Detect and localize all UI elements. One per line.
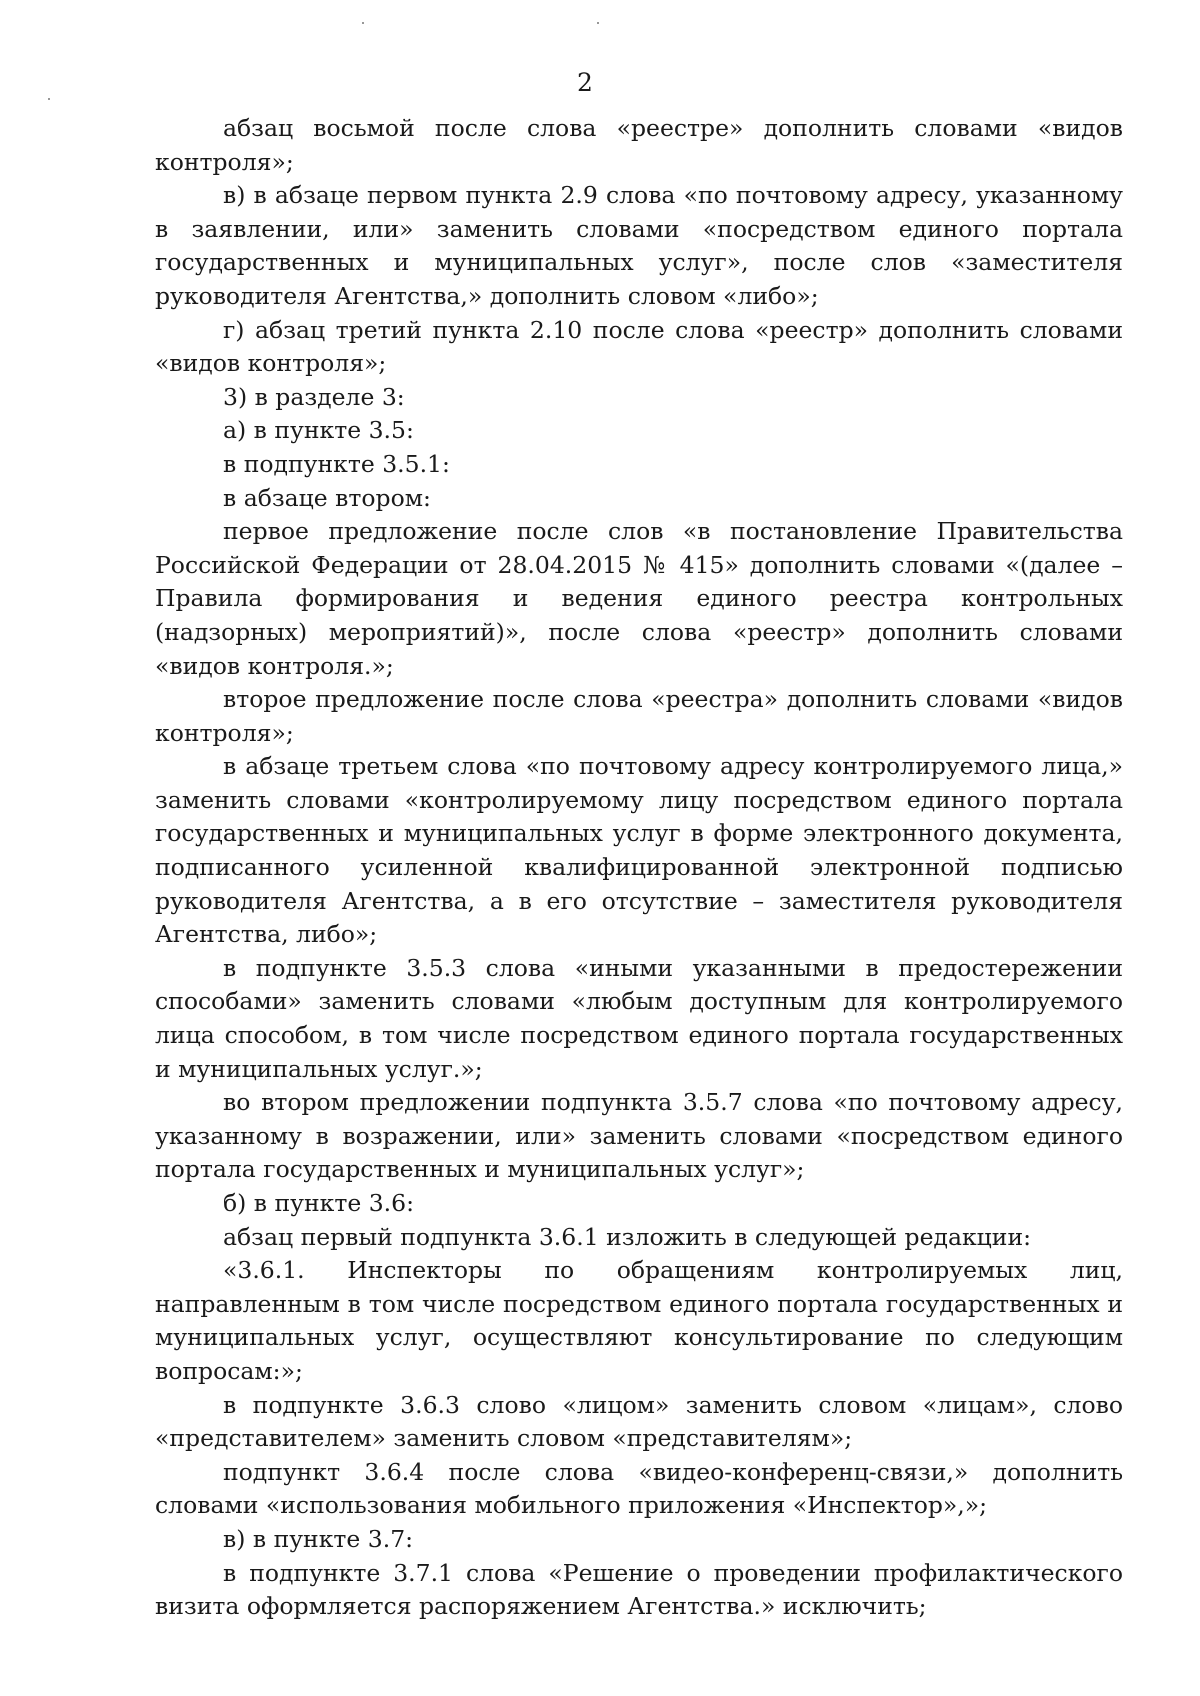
scan-speck	[597, 22, 599, 24]
paragraph: в) в абзаце первом пункта 2.9 слова «по почтовому адресу, указанному в заявлении, или» заменить словами «посредством единого портала государственных и муниципальных услуг», после слов «заместителя руководителя Агентства,» дополнить словом «либо»;	[155, 181, 1123, 310]
paragraph: первое предложение после слов «в постановление Правительства Российской Федерации от 28.04.2015 № 415» дополнить словами «(далее – Правила формирования и ведения единого реестра контрольных (надзорных) мероприятий)», после слова «реестр» дополнить словами «видов контроля.»;	[155, 517, 1123, 680]
paragraph: в абзаце втором:	[223, 483, 431, 512]
paragraph: в подпункте 3.5.1:	[223, 449, 450, 478]
document-body	[155, 112, 1123, 1624]
paragraph: г) абзац третий пункта 2.10 после слова «реестр» дополнить словами «видов контроля»;	[155, 315, 1123, 378]
paragraph: абзац первый подпункта 3.6.1 изложить в следующей редакции:	[223, 1222, 1032, 1251]
paragraph: в) в пункте 3.7:	[223, 1524, 414, 1553]
paragraph: абзац восьмой после слова «реестре» дополнить словами «видов контроля»;	[155, 114, 1123, 176]
paragraph: подпункт 3.6.4 после слова «видео-конференц-связи,» дополнить словами «использования мобильного приложения «Инспектор»,»;	[155, 1457, 1123, 1520]
paragraph: в подпункте 3.7.1 слова «Решение о проведении профилактического визита оформляется распоряжением Агентства.» исключить;	[155, 1558, 1123, 1621]
paragraph: в подпункте 3.5.3 слова «иными указанными в предостережении способами» заменить словами «любым доступным для контролируемого лица способом, в том числе посредством единого портала государственных и муниципальных услуг.»;	[155, 953, 1123, 1083]
page-number: 2	[577, 68, 593, 97]
paragraph: «3.6.1. Инспекторы по обращениям контролируемых лиц, направленным в том числе посредством единого портала государственных и муниципальных услуг, осуществляют консультирование по следующим вопросам:»;	[155, 1256, 1123, 1385]
paragraph: во втором предложении подпункта 3.5.7 слова «по почтовому адресу, указанному в возражении, или» заменить словами «посредством единого портала государственных и муниципальных услуг»;	[155, 1088, 1123, 1184]
paragraph: второе предложение после слова «реестра» дополнить словами «видов контроля»;	[155, 685, 1123, 747]
paragraph: а) в пункте 3.5:	[223, 416, 414, 445]
paragraph: 3) в разделе 3:	[223, 382, 405, 411]
paragraph: в подпункте 3.6.3 слово «лицом» заменить словом «лицам», слово «представителем» заменить словом «представителям»;	[155, 1390, 1123, 1453]
scan-speck	[362, 22, 364, 24]
paragraph: б) в пункте 3.6:	[223, 1189, 414, 1217]
paragraph: в абзаце третьем слова «по почтовому адресу контролируемого лица,» заменить словами «контролируемому лицу посредством единого портала государственных и муниципальных услуг в форме электронного документа, подписанного усиленной квалифицированной электронной подписью руководителя Агентства, а в его отсутствие – заместителя руководителя Агентства, либо»;	[155, 752, 1123, 949]
